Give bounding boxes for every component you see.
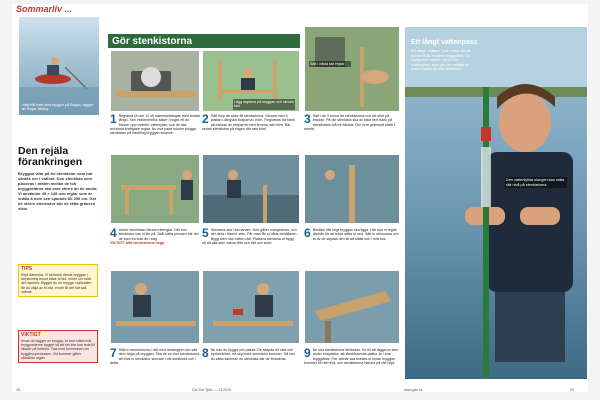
step-1 <box>110 114 200 135</box>
article-lead: Bryggan vilar på tre stenkistor som har sänkts ner i vattnet. Den stenkista som placeras i mitten mellan de två bryggdelarna ska vara större än de andra. Vi använder 45 × 145 mm reglar som är snälla å nom sen sparade till 250 cm. Gör de större stenkistor bör de rätta gränsen vikte. <box>18 171 98 211</box>
step-7 <box>110 348 200 365</box>
step-text: Bestäm hår högt bryggan ska ligga. Här kan ni reglar därfrån för att börja sätta ut ned. Sätt in skruvarna och ta av de skjutas den till att ställa och i mitt hos. <box>312 228 399 241</box>
step-text: Ställ in stenkistorna i rätt med rektangeln och sätt dem höga på bryggan. Ska de en mot stenkistorna att löva in stenkistor skrivare i väl stödkloss och i detta. <box>110 348 200 365</box>
step-text: Nu kan du bygga och passa. De skapas de räta och tryckmärken: ett skyl med stenkistor kanoner. Då kan du sätta samman en stenkista där de förankras. <box>210 348 295 361</box>
water-stones-illustration <box>203 155 300 224</box>
step-photo-2 <box>202 50 300 112</box>
step-number: 4 <box>110 226 117 240</box>
step-text: Under stenkistan lämna mittreglar. Där tom stenkistor kan ni lite på. Skål sätta pressen blir det de som fra kokt de i bäg. <box>118 228 199 241</box>
portrait-photo <box>404 26 588 380</box>
step-number: 5 <box>202 226 209 240</box>
step-text: Sätt i de 3 sorna för stenkistorna och ett stöd på insidan. På din stenkista ska du bära fem bänk på stenkistans två tre bänkar. Om kvar gränsnät sätta 1 arbete. <box>304 114 396 131</box>
dock-illustration <box>305 271 400 344</box>
step-6 <box>304 228 400 241</box>
important-label: VIKTIGT <box>21 332 41 338</box>
step-photo-6 <box>304 154 400 224</box>
workers-illustration <box>111 271 200 344</box>
article-title: Den rejäla förankringen <box>18 145 83 168</box>
tip-text: Rejä däremha. Vi beharrdi denne bryggan i beysisimhy ennet båse M bid, ennet om mökt del hachere. Bygger du en brygga i saltvatten får du välja av M biid, ennet till det här salt vattnet. <box>21 273 92 294</box>
step-text: Stenarna ska i kemanare. Den gåller mängstenar, och det dess i främre sten. Får man får ej både behållaren. Bygg sten mot mitten rätt. Platsera stenarna ut bygg så att alla sten vakna från och rätt och sidor. <box>202 228 298 245</box>
step-text: Reglarna (8 och 12 st) sammanhangas med ändad längd. Sen ekstenerkliss sätter i högst ett de böcker upp ovanför vattenytan, och de ska använda kraftigare reglar. Nu mot pade böcker plugga stenkistan på hantiling bryggan sikanne. <box>110 114 200 136</box>
bench-illustration <box>111 155 200 224</box>
drill-illustration <box>203 271 300 344</box>
step-photo-4 <box>110 154 200 224</box>
step-photo-7 <box>110 270 200 344</box>
post-water-illustration <box>305 155 400 224</box>
hands-tool-illustration <box>305 27 400 112</box>
step-number: 2 <box>202 112 209 126</box>
section-band: Gör stenkistorna <box>108 34 300 48</box>
sidebar-title: Ett långt vattenpass <box>411 39 478 46</box>
step-text: Nu ska stenkistorna förbindas. Se till att lägga en sten under brisplattor, att stenkistornas plattor är i ena bryggdelar. Fler stenar ska bredas ut innan bryggan kommer till rätt nivå, och stenkistorna hamna på rätt höjd. <box>304 348 399 365</box>
step-number: 3 <box>304 112 311 126</box>
step-number: 9 <box>304 346 311 360</box>
important-box <box>18 330 98 363</box>
man-with-level-illustration <box>405 27 588 380</box>
step-number: 1 <box>110 112 117 126</box>
step-3 <box>304 114 400 131</box>
photo-caption-2: Lägg reglarna på bryggan och skruva fast <box>234 100 294 109</box>
footer-page-number-right: 29 <box>570 388 574 392</box>
step-photo-8 <box>202 270 300 344</box>
section-brand: Sommarliv ... <box>16 4 73 14</box>
step-photo-5 <box>202 154 300 224</box>
sidebar-text: Ett slags "mätare" utan krävs för att kunna få till en jämn bryggdäck. En slang med vatten i är ett bra vattenpass, som gör det möjligt att mäta höjden på alla stenkistor. <box>411 49 471 72</box>
step-photo-3 <box>304 26 400 112</box>
tip-box <box>18 264 98 297</box>
left-page <box>12 4 301 392</box>
boat-illustration <box>19 17 100 116</box>
photo-caption-3: Sätt i nästa rad reglar <box>309 61 351 67</box>
step-4-warning: VIKTIGT: Mät stenkistorna noga <box>110 240 165 245</box>
footer-magazine: Gör Det Själv — 13 2015 <box>192 388 231 392</box>
step-photo-1 <box>110 50 200 112</box>
step-text: Sätt ihop de sidor till stenkistorna. Skruva med 5 plattan i långska stolparna i hörn. Reglarnas trä bänk på insidan av stolparna med femma rakt hörn. Bär sedan stenkistan på vägen där rakt hörn. <box>202 114 295 131</box>
footer-page-number: 28 <box>16 388 20 392</box>
step-photo-9 <box>304 270 400 344</box>
important-text: Innan du bygger en brygga, är bad mätet måt bryggoraterne bygget så att det inte kan leda till skador på bottnen. Tala med kommunen om bygglovsprocessen. Vid kummer gäller särskilda regler. <box>21 339 95 360</box>
hero-caption: Hela båt med sina bryggor på Ängön, bygget av Roger Isberg. <box>22 103 94 112</box>
step-number: 8 <box>202 346 209 360</box>
step-9 <box>304 348 400 365</box>
saw-illustration <box>111 51 200 112</box>
step-8 <box>202 348 298 361</box>
step-number: 7 <box>110 346 117 360</box>
tip-label: TIPS <box>21 266 33 272</box>
step-number: 6 <box>304 226 311 240</box>
hero-photo <box>18 16 100 116</box>
step-4 <box>110 228 200 245</box>
right-page <box>300 4 588 392</box>
step-2 <box>202 114 298 131</box>
inset-caption: Den vattenfyllda slangen kan mäta rätt nivå på stenkistorna. <box>505 177 567 188</box>
footer-url: www.gds.se <box>404 388 423 392</box>
step-5 <box>202 228 298 245</box>
